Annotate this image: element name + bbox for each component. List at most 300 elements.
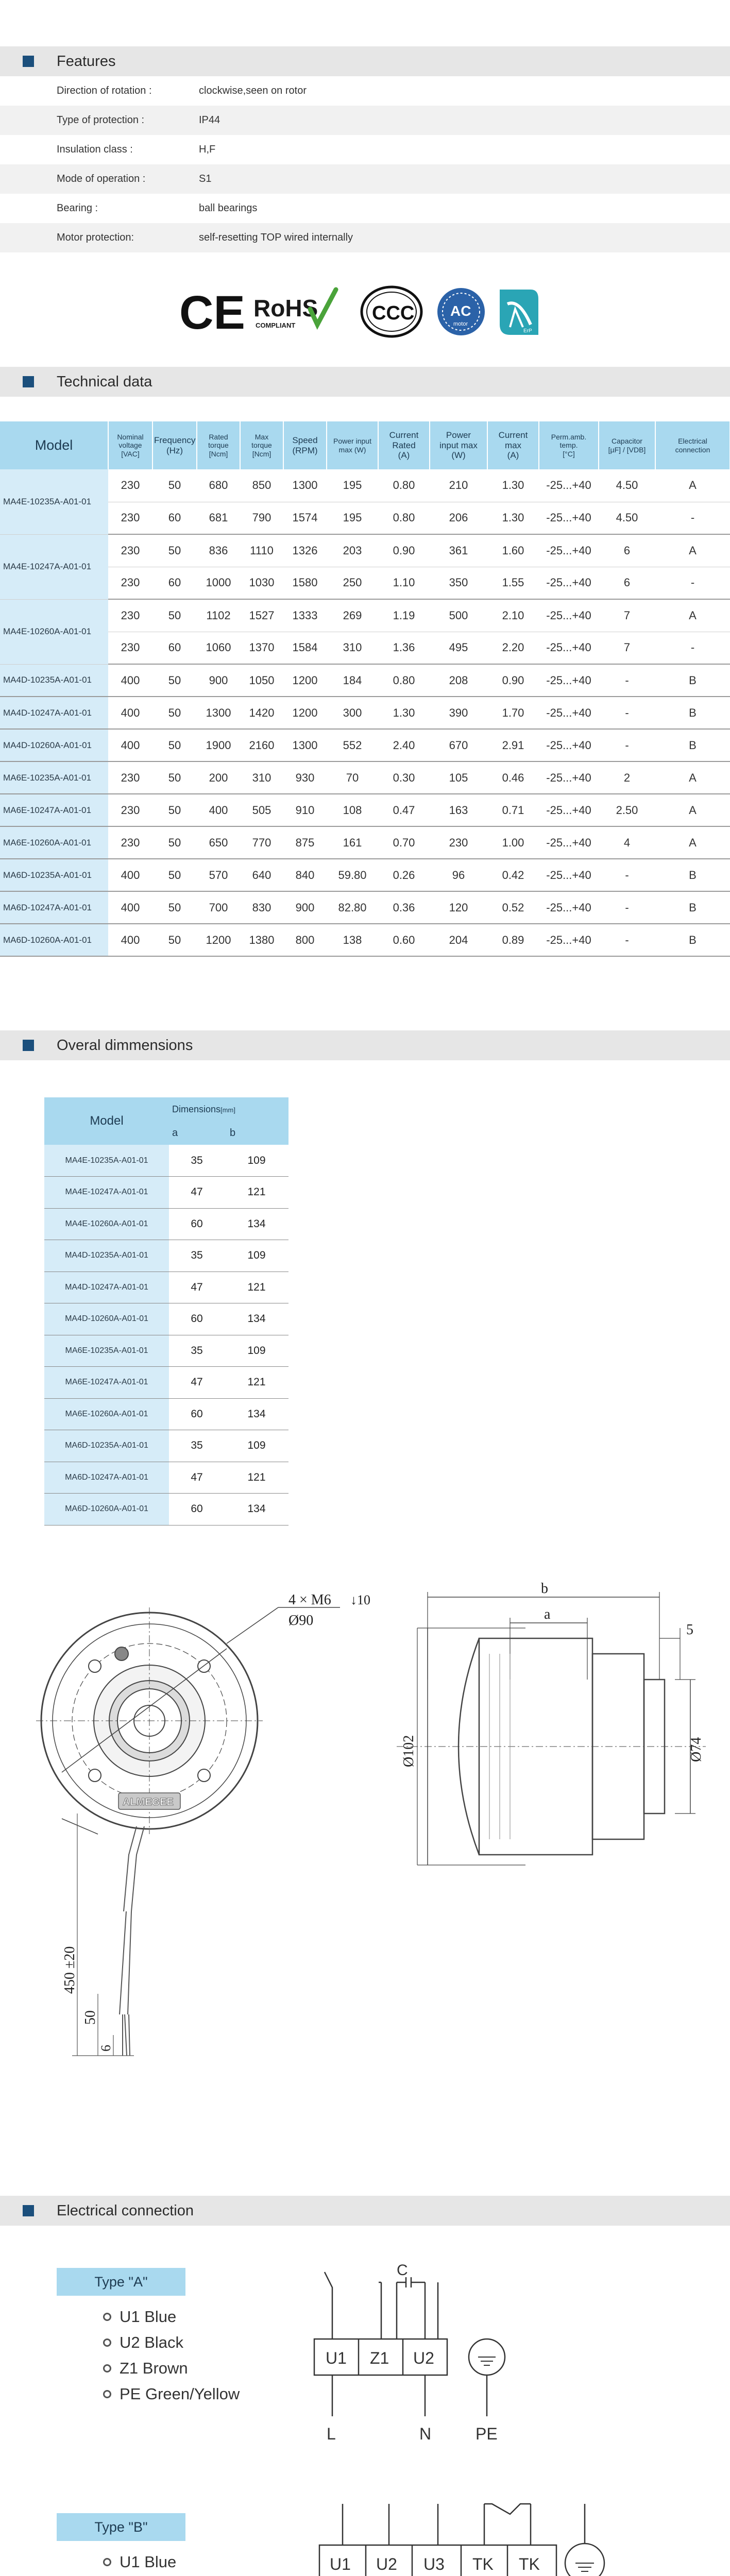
col-header-speed: Speed (RPM) [283,421,327,469]
table-cell: -25...+40 [539,697,599,729]
model-cell: MA4D-10235A-A01-01 [0,664,108,697]
table-cell: 400 [108,697,152,729]
table-cell: 50 [152,761,197,794]
section-marker-icon [23,2205,34,2216]
svg-text:ErP: ErP [523,328,532,334]
bullet-icon [103,2338,111,2347]
table-cell: 1.30 [487,469,539,502]
outer-diameter-label: Ø102 [401,1735,417,1767]
table-cell: 50 [152,534,197,567]
table-cell: -25...+40 [539,924,599,956]
table-cell: 4.50 [599,502,655,534]
table-cell: 1527 [240,599,283,632]
table-cell: 836 [197,534,240,567]
type-b-legend [103,2549,309,2576]
model-cell: MA6D-10235A-A01-01 [0,859,108,891]
table-cell: 875 [283,826,327,859]
table-cell: 7 [599,599,655,632]
section-marker-icon [23,1040,34,1051]
table-row [44,1240,288,1272]
table-cell: 60 [152,502,197,534]
holes-label: 4 × M6 [288,1592,331,1608]
table-cell: 640 [240,859,283,891]
bullet-icon [103,2558,111,2566]
brand-plate [118,1793,180,1809]
features-section-header [0,46,730,76]
strip-length-label: 50 [82,2010,98,2025]
table-cell: 47 [169,1272,225,1303]
terminal-bottom-label: PE [476,2425,498,2443]
table-header-row [0,421,730,469]
table-cell: 7 [599,632,655,664]
table-cell: 2.91 [487,729,539,761]
table-cell: 35 [169,1240,225,1272]
table-cell: -25...+40 [539,599,599,632]
col-header-frequency: Frequency (Hz) [152,421,197,469]
table-cell: 1.70 [487,697,539,729]
table-cell: 210 [430,469,487,502]
table-cell: 134 [225,1208,288,1240]
table-cell: 1200 [197,924,240,956]
dimensions-title: Overal dimmensions [57,1037,193,1054]
table-cell: 1326 [283,534,327,567]
col-header-max-torque: Max torque [Ncm] [240,421,283,469]
table-cell: 1580 [283,567,327,599]
col-header-capacitor: Capacitor [µF] / [VDB] [599,421,655,469]
col-header-power-input-max: Power input max (W) [430,421,487,469]
cable-length-label: 450 ±20 [62,1946,78,1994]
table-cell: 109 [225,1335,288,1367]
table-cell: 1.00 [487,826,539,859]
svg-text:RoHS: RoHS [253,295,318,321]
table-cell: 120 [430,891,487,924]
table-cell: 1370 [240,632,283,664]
feature-value: ball bearings [199,202,258,214]
table-cell: 400 [197,794,240,826]
dims-col-header-group: Dimensions[mm] [169,1097,288,1121]
col-header-rated-torque: Rated torque [Ncm] [197,421,240,469]
terminal-label: TK [472,2555,494,2573]
table-cell: 230 [108,469,152,502]
table-cell: -25...+40 [539,534,599,567]
feature-value: S1 [199,173,212,184]
electrical-title: Electrical connection [57,2202,194,2219]
table-cell: 134 [225,1398,288,1430]
model-cell: MA6E-10247A-A01-01 [44,1367,169,1399]
table-cell: 230 [108,761,152,794]
feature-label: Type of protection : [57,114,145,126]
bullet-icon [103,2364,111,2372]
terminal-label: TK [519,2555,540,2573]
table-cell: 400 [108,664,152,697]
table-cell: 50 [152,697,197,729]
table-cell: 109 [225,1430,288,1462]
table-cell: 570 [197,859,240,891]
col-header-voltage: Nominal voltage [VAC] [108,421,152,469]
table-cell: 200 [197,761,240,794]
table-cell: 910 [283,794,327,826]
table-cell: 50 [152,826,197,859]
table-cell: 390 [430,697,487,729]
table-cell: 60 [152,567,197,599]
model-cell: MA4D-10247A-A01-01 [44,1272,169,1303]
model-cell: MA6E-10247A-A01-01 [0,794,108,826]
erp-leaf-logo-icon [500,290,538,335]
table-cell: 208 [430,664,487,697]
table-cell: 4 [599,826,655,859]
table-cell: B [655,891,730,924]
table-row [0,826,730,859]
table-row [0,469,730,502]
feature-row [0,76,730,106]
table-cell: B [655,924,730,956]
section-marker-icon [23,56,34,67]
table-row [0,697,730,729]
dims-col-header-b: b [225,1121,288,1145]
table-cell: 1300 [283,469,327,502]
table-cell: 0.90 [487,664,539,697]
dims-header-row [44,1097,288,1121]
model-cell: MA4E-10260A-A01-01 [44,1208,169,1240]
table-cell: 2.40 [378,729,430,761]
table-cell: A [655,534,730,567]
depth-label: ↓10 [350,1592,370,1607]
legend-item: PE Green/Yellow [103,2381,309,2407]
table-cell: 400 [108,859,152,891]
table-cell: 680 [197,469,240,502]
table-cell: 50 [152,859,197,891]
terminal-label: U3 [423,2555,445,2573]
col-header-power-input: Power input max (W) [327,421,378,469]
table-cell: 121 [225,1272,288,1303]
feature-label: Bearing : [57,202,98,214]
table-row [44,1430,288,1462]
table-cell: -25...+40 [539,469,599,502]
feature-row [0,223,730,252]
table-cell: -25...+40 [539,891,599,924]
table-cell: -25...+40 [539,826,599,859]
table-cell: A [655,826,730,859]
table-row [44,1398,288,1430]
table-cell: 47 [169,1462,225,1494]
table-row [44,1367,288,1399]
table-cell: 47 [169,1177,225,1209]
model-cell: MA4D-10247A-A01-01 [0,697,108,729]
certification-logos [175,278,556,345]
table-cell: 50 [152,469,197,502]
dim-b-label: b [541,1581,548,1597]
table-row [44,1462,288,1494]
table-cell: 400 [108,729,152,761]
terminal-label: U2 [413,2349,434,2367]
table-cell: 0.26 [378,859,430,891]
bolt-circle-label: Ø90 [288,1613,314,1629]
feature-value: IP44 [199,114,220,126]
table-cell: 109 [225,1240,288,1272]
type-b-wiring-diagram [309,2488,618,2576]
table-cell: B [655,729,730,761]
table-row [0,567,730,599]
model-cell: MA4D-10260A-A01-01 [0,729,108,761]
table-cell: 230 [108,794,152,826]
table-cell: 138 [327,924,378,956]
table-cell: 70 [327,761,378,794]
svg-text:CCC: CCC [372,302,415,324]
model-cell: MA4E-10247A-A01-01 [0,534,108,599]
svg-text:CE: CE [179,286,245,339]
table-cell: 0.42 [487,859,539,891]
terminal-label: U1 [330,2555,351,2573]
table-row [44,1145,288,1177]
table-cell: 121 [225,1462,288,1494]
section-marker-icon [23,376,34,387]
table-cell: 269 [327,599,378,632]
table-cell: 60 [169,1303,225,1335]
table-cell: 1050 [240,664,283,697]
table-cell: 2.20 [487,632,539,664]
terminal-label: Z1 [370,2349,389,2367]
table-cell: 400 [108,924,152,956]
bullet-icon [103,2390,111,2398]
table-cell: 900 [283,891,327,924]
table-cell: 50 [152,664,197,697]
table-cell: 50 [152,729,197,761]
table-cell: 1300 [283,729,327,761]
table-cell: 60 [169,1398,225,1430]
table-cell: B [655,697,730,729]
table-cell: A [655,761,730,794]
table-cell: 108 [327,794,378,826]
electrical-section-header [0,2196,730,2226]
table-cell: 1030 [240,567,283,599]
col-header-current-rated: Current Rated (A) [378,421,430,469]
dimensions-section-header [0,1030,730,1060]
table-cell: 206 [430,502,487,534]
table-cell: 361 [430,534,487,567]
table-cell: 650 [197,826,240,859]
terminal-bottom-label: L [327,2425,336,2443]
svg-text:motor: motor [453,321,468,327]
table-cell: 230 [108,567,152,599]
model-cell: MA6D-10247A-A01-01 [44,1462,169,1494]
table-cell: 50 [152,924,197,956]
table-row [0,761,730,794]
table-cell: 1420 [240,697,283,729]
table-cell: 195 [327,502,378,534]
legend-item: U1 Blue [103,2549,309,2575]
table-cell: 35 [169,1430,225,1462]
table-cell: 1333 [283,599,327,632]
feature-value: H,F [199,144,216,155]
ccc-logo-icon [362,287,421,336]
table-cell: 0.36 [378,891,430,924]
table-cell: -25...+40 [539,794,599,826]
table-cell: 1200 [283,697,327,729]
table-cell: 134 [225,1303,288,1335]
col-header-perm-amb-temp: Perm.amb. temp. [°C] [539,421,599,469]
table-cell: 0.60 [378,924,430,956]
rohs-logo-icon [253,290,336,329]
ac-motor-logo-icon [437,288,485,335]
table-cell: - [655,567,730,599]
svg-text:COMPLIANT: COMPLIANT [256,321,296,329]
table-cell: 0.90 [378,534,430,567]
table-cell: 400 [108,891,152,924]
table-row [0,534,730,567]
table-cell: 1.19 [378,599,430,632]
table-cell: -25...+40 [539,761,599,794]
ce-mark-icon [179,286,245,339]
table-row [44,1303,288,1335]
feature-value: clockwise,seen on rotor [199,85,307,96]
dim-5-label: 5 [686,1622,693,1638]
table-cell: 500 [430,599,487,632]
table-cell: 2160 [240,729,283,761]
strip-end-label: 6 [98,2045,113,2052]
features-title: Features [57,53,116,70]
table-cell: 0.70 [378,826,430,859]
table-cell: 681 [197,502,240,534]
model-cell: MA6E-10260A-A01-01 [0,826,108,859]
table-cell: 900 [197,664,240,697]
table-cell: 830 [240,891,283,924]
table-cell: 82.80 [327,891,378,924]
table-cell: 0.80 [378,469,430,502]
table-cell: 250 [327,567,378,599]
table-cell: 50 [152,891,197,924]
table-cell: A [655,469,730,502]
table-cell: 0.52 [487,891,539,924]
table-cell: 109 [225,1145,288,1177]
table-cell: 300 [327,697,378,729]
table-cell: 230 [108,826,152,859]
table-cell: - [655,632,730,664]
capacitor-label: C [397,2262,408,2279]
table-cell: -25...+40 [539,729,599,761]
table-cell: 163 [430,794,487,826]
table-cell: 230 [108,534,152,567]
legend-item: U2 Black [103,2330,309,2355]
table-cell: 184 [327,664,378,697]
bullet-icon [103,2313,111,2321]
legend-item: Z1 Brown [103,2355,309,2381]
table-cell: 50 [152,794,197,826]
svg-text:AC: AC [450,303,471,319]
table-row [0,924,730,956]
table-cell: -25...+40 [539,567,599,599]
table-row [0,632,730,664]
table-cell: 59.80 [327,859,378,891]
table-cell: 505 [240,794,283,826]
side-view-drawing [386,1577,716,1886]
terminal-label: U2 [376,2555,397,2573]
model-cell: MA6E-10235A-A01-01 [44,1335,169,1367]
table-cell: 60 [152,632,197,664]
table-cell: 1380 [240,924,283,956]
table-cell: 2 [599,761,655,794]
table-cell: 35 [169,1335,225,1367]
technical-data-table [0,421,730,957]
table-cell: -25...+40 [539,859,599,891]
table-row [44,1177,288,1209]
feature-row [0,164,730,194]
table-cell: 1000 [197,567,240,599]
dimensions-table [44,1097,288,1526]
table-cell: 770 [240,826,283,859]
table-cell: 310 [240,761,283,794]
table-row [44,1208,288,1240]
table-cell: 1.55 [487,567,539,599]
table-cell: 204 [430,924,487,956]
table-row [0,891,730,924]
table-cell: A [655,794,730,826]
type-a-legend [103,2304,309,2407]
table-cell: 1584 [283,632,327,664]
table-cell: 105 [430,761,487,794]
feature-label: Mode of operation : [57,173,146,184]
table-cell: 1900 [197,729,240,761]
feature-label: Direction of rotation : [57,85,152,96]
legend-item: U1 Blue [103,2304,309,2330]
table-cell: - [599,859,655,891]
table-cell: -25...+40 [539,664,599,697]
model-cell: MA6D-10235A-A01-01 [44,1430,169,1462]
table-cell: - [599,924,655,956]
table-cell: 1.10 [378,567,430,599]
model-cell: MA4D-10235A-A01-01 [44,1240,169,1272]
table-row [44,1272,288,1303]
table-cell: 1.30 [487,502,539,534]
model-cell: MA4E-10247A-A01-01 [44,1177,169,1209]
table-cell: 230 [108,599,152,632]
table-cell: 4.50 [599,469,655,502]
col-header-model: Model [0,421,108,469]
svg-text:ALMEGEE: ALMEGEE [123,1797,174,1808]
table-cell: B [655,859,730,891]
table-row [44,1335,288,1367]
table-cell: 310 [327,632,378,664]
table-cell: A [655,599,730,632]
table-cell: 134 [225,1494,288,1526]
table-row [0,502,730,534]
table-cell: 1110 [240,534,283,567]
table-cell: 0.80 [378,664,430,697]
dims-col-header-a: a [169,1121,225,1145]
table-cell: 50 [152,599,197,632]
table-cell: - [599,697,655,729]
type-a-wiring-diagram [304,2262,562,2447]
table-cell: 1102 [197,599,240,632]
table-cell: 6 [599,567,655,599]
table-cell: 0.30 [378,761,430,794]
model-cell: MA6D-10260A-A01-01 [44,1494,169,1526]
model-cell: MA4E-10235A-A01-01 [0,469,108,534]
table-cell: 850 [240,469,283,502]
feature-row [0,106,730,135]
table-row [0,729,730,761]
feature-label: Motor protection: [57,232,134,243]
table-cell: 0.71 [487,794,539,826]
table-cell: 1.36 [378,632,430,664]
table-cell: 0.80 [378,502,430,534]
table-cell: 161 [327,826,378,859]
table-cell: - [655,502,730,534]
table-cell: 670 [430,729,487,761]
table-row [0,664,730,697]
table-cell: - [599,891,655,924]
table-cell: 1200 [283,664,327,697]
table-cell: 1.30 [378,697,430,729]
